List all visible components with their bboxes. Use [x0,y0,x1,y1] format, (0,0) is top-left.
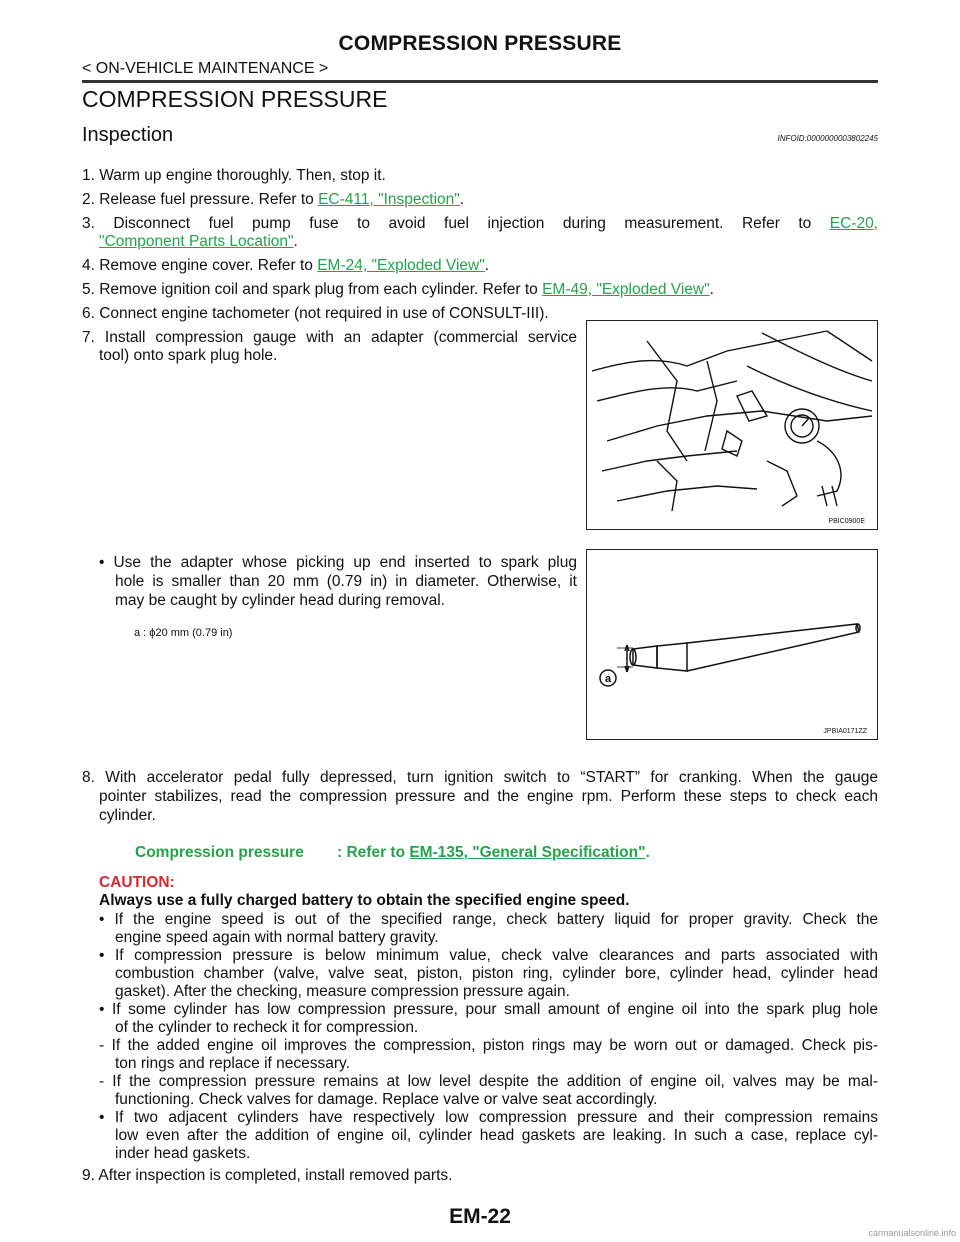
step-7-line-1: 7. Install compression gauge with an adapter (commercial service [82,329,577,346]
spec-value [337,844,650,862]
dash-2-line-2: functioning. Check valves for damage. Replace valve or valve seat accordingly. [115,1091,658,1108]
step-1: 1. Warm up engine thoroughly. Then, stop it. [82,167,386,184]
step-6: 6. Connect engine tachometer (not required in use of CONSULT-III). [82,305,549,322]
step-3-text: 3. Disconnect fuel pump fuse to avoid fuel injection during measurement. Refer to [82,215,830,232]
caution-text: Always use a fully charged battery to obtain the specified engine speed. [99,892,630,909]
step-4-text: 4. Remove engine cover. Refer to [82,257,318,274]
step-4 [82,256,489,276]
section-subtitle: Inspection [82,124,174,146]
page-header-title: COMPRESSION PRESSURE [338,32,622,55]
step-7-line-2: tool) onto spark plug hole. [99,347,278,364]
bullet-2-line-1: • If compression pressure is below minimum value, check valve clearances and parts associated with [99,947,878,964]
figure-code: PBIC0900E [828,518,865,525]
adapter-note-line-1: • Use the adapter whose picking up end inserted to spark plug [99,554,577,571]
breadcrumb: < ON-VEHICLE MAINTENANCE > [82,60,329,77]
figure-code: JPBIA0171ZZ [823,728,867,735]
period: . [459,191,465,208]
spec-label: Compression pressure [135,844,304,861]
period: . [293,233,298,250]
adapter-note-line-3: may be caught by cylinder head during removal. [115,592,445,609]
spec-refer: : Refer to [337,844,410,861]
header-divider [82,80,878,83]
bullet-1-line-2: engine speed again with normal battery gravity. [115,929,439,946]
dash-2-line-1: - If the compression pressure remains at low level despite the addition of engine oil, valves may be mal- [99,1073,878,1090]
step-5 [82,280,714,300]
period: . [484,257,490,274]
bullet-2-line-3: gasket). After the checking, measure compression pressure again. [115,983,570,1000]
page-number: EM-22 [449,1205,511,1228]
figure-compression-gauge [586,320,878,530]
adapter-illustration [587,550,877,739]
bullet-4-line-3: inder head gaskets. [115,1145,251,1162]
watermark: carmanualsonline.info [868,1228,956,1238]
link-em-135[interactable]: EM-135, "General Specification" [409,844,646,861]
step-3-line-2 [99,232,298,252]
legend-a: a : ϕ20 mm (0.79 in) [134,627,233,639]
link-em-24[interactable]: EM-24, "Exploded View" [317,257,485,274]
bullet-4-line-2: low even after the addition of engine oil, cylinder head gaskets are leaking. In such a case, replace cyl- [115,1127,878,1144]
adapter-note-line-2: hole is smaller than 20 mm (0.79 in) in diameter. Otherwise, it [115,573,577,590]
period: . [709,281,714,298]
link-component-parts-location[interactable]: "Component Parts Location" [99,233,294,250]
dash-1-line-1: - If the added engine oil improves the compression, piston rings may be worn out or damaged. Check pis- [99,1037,878,1054]
bullet-4-line-1: • If two adjacent cylinders have respectively low compression pressure and their compression remains [99,1109,878,1126]
bullet-3-line-1: • If some cylinder has low compression pressure, pour small amount of engine oil into the spark plug hole [99,1001,878,1018]
step-5-text: 5. Remove ignition coil and spark plug from each cylinder. Refer to [82,281,543,298]
step-9: 9. After inspection is completed, install removed parts. [82,1167,453,1184]
compression-gauge-illustration [587,321,877,529]
info-id: INFOID:0000000003802245 [777,134,878,143]
figure-adapter [586,549,878,740]
link-ec-20[interactable]: EC-20, [829,215,878,232]
figure-callout-a: a [604,673,612,685]
step-3-line-1 [82,214,878,234]
step-2 [82,190,464,210]
step-8-line-3: cylinder. [99,807,156,824]
section-title: COMPRESSION PRESSURE [82,86,388,112]
dash-1-line-2: ton rings and replace if necessary. [115,1055,350,1072]
link-ec-411[interactable]: EC-411, "Inspection" [318,191,460,208]
bullet-2-line-2: combustion chamber (valve, valve seat, piston, piston ring, cylinder bore, cylinder head, cylinder head [115,965,878,982]
link-em-49[interactable]: EM-49, "Exploded View" [542,281,710,298]
bullet-1-line-1: • If the engine speed is out of the specified range, check battery liquid for proper gravity. Check the [99,911,878,928]
step-8-line-1: 8. With accelerator pedal fully depressed, turn ignition switch to “START” for cranking. When the gauge [82,769,878,786]
caution-label: CAUTION: [99,874,175,891]
step-2-text: 2. Release fuel pressure. Refer to [82,191,319,208]
period: . [645,844,650,861]
step-8-line-2: pointer stabilizes, read the compression pressure and the engine rpm. Perform these steps to check each [99,788,878,805]
bullet-3-line-2: of the cylinder to recheck it for compression. [115,1019,419,1036]
